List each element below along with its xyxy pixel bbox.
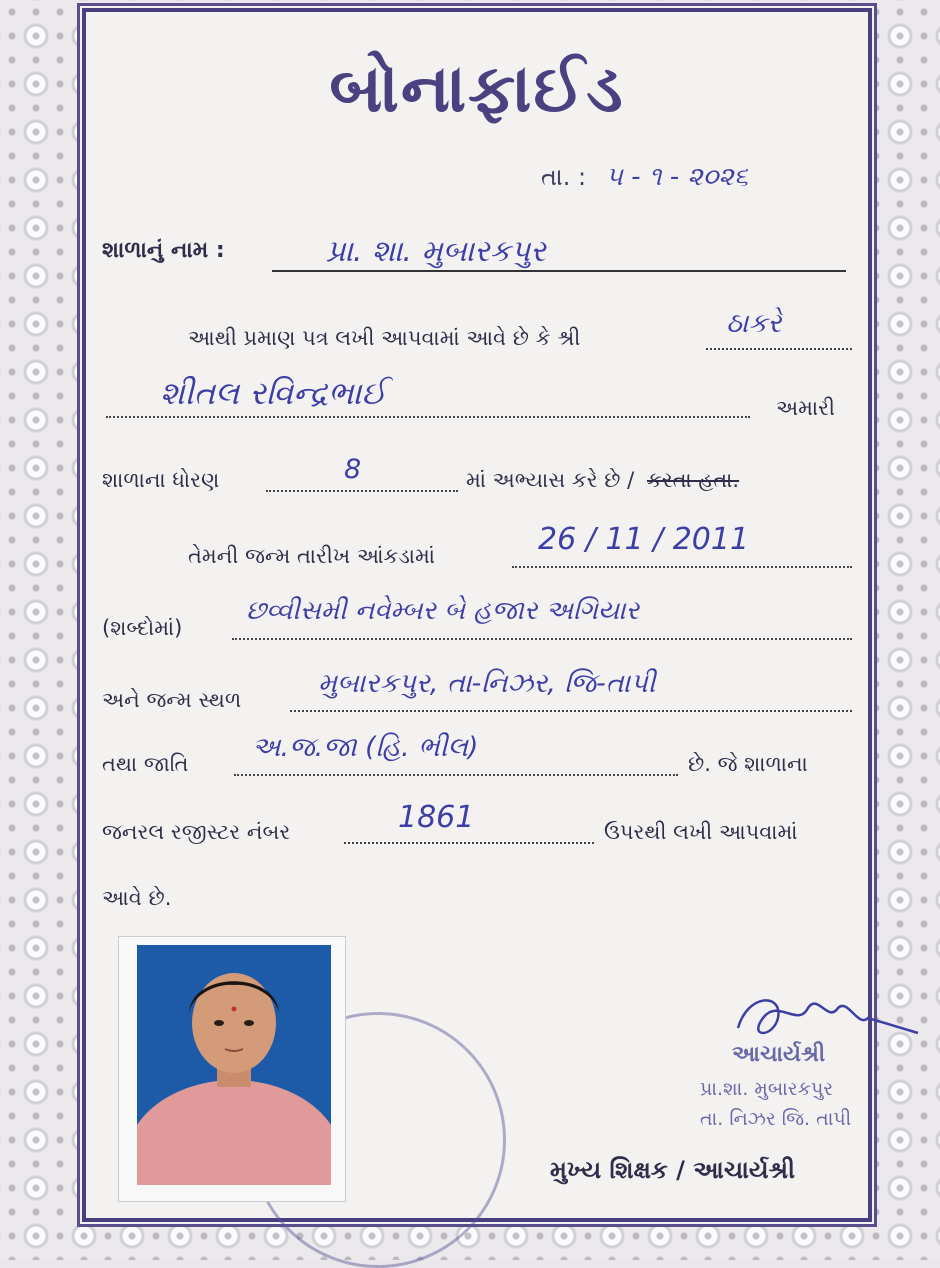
portrait-illustration	[137, 945, 331, 1185]
dob-dots	[512, 566, 852, 568]
birthplace-dots	[290, 710, 852, 712]
line3-value: 8	[344, 454, 362, 485]
register-dots	[344, 842, 594, 844]
dob-label: તેમની જન્મ તારીખ આંકડામાં	[188, 544, 436, 568]
line1-prefix: આથી પ્રમાણ પત્ર લખી આપવામાં આવે છે કે શ્રી	[188, 326, 581, 350]
footer-designation: મુખ્ય શિક્ષક / આચાર્યશ્રી	[550, 1156, 795, 1184]
line3-suffix-plain: માં અભ્યાસ કરે છે /	[466, 468, 635, 492]
date-value: ૫ - ૧ - ૨૦૨૬	[605, 162, 749, 192]
words-value: છવ્વીસમી નવેમ્બર બે હજાર અગિયાર	[246, 596, 640, 626]
dob-value: 26 / 11 / 2011	[538, 522, 750, 557]
school-label: શાળાનું નામ :	[102, 238, 225, 263]
birthplace-label: અને જન્મ સ્થળ	[102, 688, 242, 712]
photo-portrait	[137, 945, 331, 1185]
caste-label: તથા જાતિ	[102, 752, 189, 776]
student-photo	[118, 936, 346, 1202]
signature-role: આચાર્યશ્રી	[732, 1042, 826, 1067]
line3-prefix: શાળાના ધોરણ	[102, 468, 220, 492]
line3-suffix-struck: કરતા હતા.	[646, 468, 740, 492]
line1-dots	[706, 348, 852, 350]
date-label: તા. :	[541, 163, 587, 191]
certificate-title: બોનાફાઈડ	[329, 50, 625, 127]
line2-dots	[106, 416, 750, 418]
signature-mark	[728, 988, 928, 1048]
signature-school: પ્રા.શા. મુબારકપુર	[700, 1078, 834, 1100]
caste-value: અ.જ.જા (હિ. ભીલ)	[252, 732, 479, 763]
school-value: પ્રા. શા. મુબારકપુર	[326, 234, 546, 269]
line2-suffix: અમારી	[776, 396, 835, 420]
register-label: જનરલ રજીસ્ટર નંબર	[102, 820, 291, 844]
school-underline	[272, 270, 846, 272]
line1-value: ઠાકરે	[726, 308, 782, 339]
caste-dots	[234, 774, 678, 776]
signature-location: તા. નિઝર જિ. તાપી	[700, 1108, 852, 1130]
line3-suffix	[466, 468, 739, 493]
line3-dots	[266, 490, 458, 492]
register-suffix: ઉપરથી લખી આપવામાં	[604, 820, 798, 844]
words-label: (શબ્દોમાં)	[102, 616, 183, 640]
caste-suffix: છે. જે શાળાના	[688, 752, 808, 776]
birthplace-value: મુબારકપુર, તા-નિઝર, જિ-તાપી	[318, 668, 656, 699]
line2-value: શીતલ રવિન્દ્રભાઈ	[160, 374, 387, 412]
register-value: 1861	[398, 800, 475, 835]
date-row	[541, 162, 748, 193]
closing-text: આવે છે.	[102, 886, 172, 910]
words-dots	[232, 638, 852, 640]
